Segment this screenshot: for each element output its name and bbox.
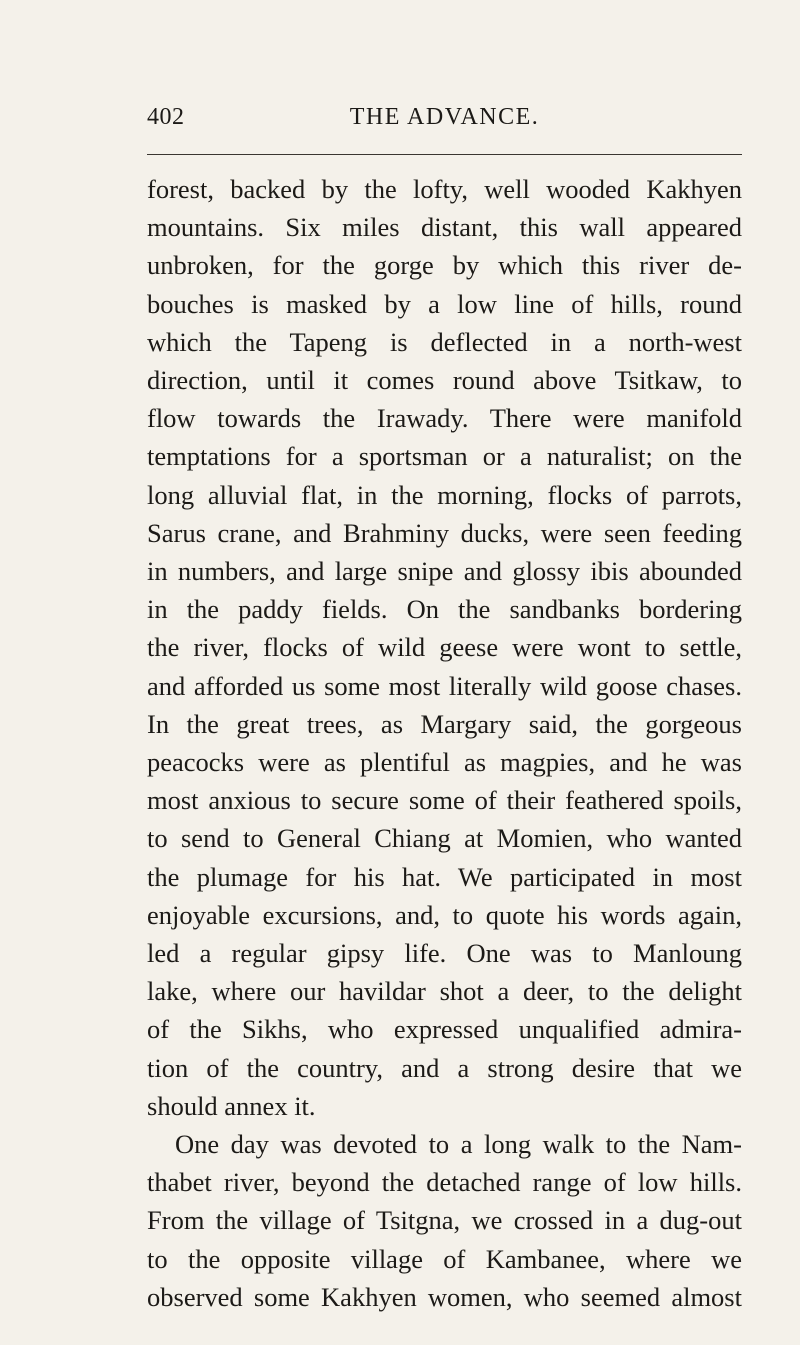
text-line: lake, where our havildar shot a deer, to the delight (147, 976, 742, 1007)
text-line: the plumage for his hat. We participated in most (147, 861, 742, 892)
text-line: peacocks were as plentiful as magpies, and he was (147, 747, 742, 778)
text-line: bouches is masked by a low line of hills, round (147, 288, 742, 319)
body-text (147, 170, 742, 1316)
paragraph-start-line: One day was devoted to a long walk to the Nam- (175, 1129, 742, 1160)
text-line: most anxious to secure some of their feathered spoils, (147, 785, 742, 816)
running-title: THE ADVANCE. (349, 104, 540, 130)
running-head (147, 104, 742, 144)
text-line: tion of the country, and a strong desire that we (147, 1052, 742, 1083)
text-line: to send to General Chiang at Momien, who wanted (147, 823, 742, 854)
text-line: of the Sikhs, who expressed unqualified admira- (147, 1014, 742, 1045)
text-line: forest, backed by the lofty, well wooded Kakhyen (147, 174, 742, 204)
text-line: thabet river, beyond the detached range of low hills. (147, 1167, 742, 1198)
text-line: in numbers, and large snipe and glossy ibis abounded (147, 556, 742, 587)
text-line: which the Tapeng is deflected in a north-west (147, 326, 742, 357)
text-line: From the village of Tsitgna, we crossed in a dug-out (147, 1205, 742, 1236)
text-line: the river, flocks of wild geese were wont to settle, (147, 632, 742, 663)
text-line: unbroken, for the gorge by which this river de- (147, 250, 742, 281)
text-line: flow towards the Irawady. There were manifold (147, 403, 742, 434)
paragraph-end-line: should annex it. (147, 1090, 316, 1121)
text-line: direction, until it comes round above Tsitkaw, to (147, 365, 742, 396)
text-line: observed some Kakhyen women, who seemed almost (147, 1281, 742, 1312)
text-line: to the opposite village of Kambanee, where we (147, 1243, 742, 1274)
text-line: led a regular gipsy life. One was to Manloung (147, 938, 742, 969)
page-number: 402 (147, 104, 185, 130)
text-line: and afforded us some most literally wild goose chases. (147, 670, 742, 701)
text-line: Sarus crane, and Brahminy ducks, were seen feeding (147, 517, 742, 548)
text-line: mountains. Six miles distant, this wall appeared (147, 212, 742, 243)
text-line: in the paddy fields. On the sandbanks bordering (147, 594, 742, 625)
text-line: temptations for a sportsman or a naturalist; on the (147, 441, 742, 472)
text-line: In the great trees, as Margary said, the gorgeous (147, 708, 742, 739)
text-line: enjoyable excursions, and, to quote his words again, (147, 899, 742, 930)
text-line: long alluvial flat, in the morning, flocks of parrots, (147, 479, 742, 510)
header-rule (147, 154, 742, 155)
